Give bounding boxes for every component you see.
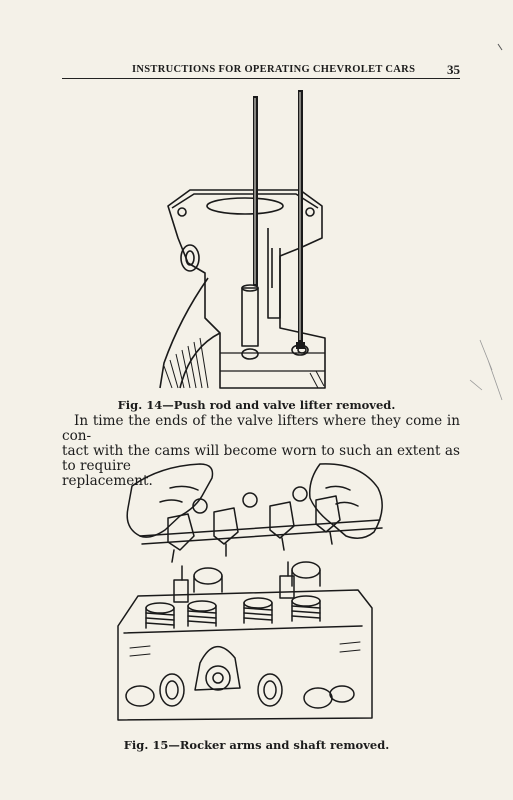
paragraph-line-1: In time the ends of the valve lifters where they come in con- xyxy=(62,413,460,444)
header-title: INSTRUCTIONS FOR OPERATING CHEVROLET CARS xyxy=(132,64,416,75)
figure-15-illustration xyxy=(110,458,400,730)
paragraph-line-2: tact with the cams will become worn to such an extent as to require xyxy=(62,443,460,474)
page-speck-marks xyxy=(440,40,510,420)
figure-14-caption: Fig. 14—Push rod and valve lifter removed. xyxy=(117,398,396,412)
header-rule xyxy=(62,78,460,79)
figure-14-illustration xyxy=(150,88,365,393)
figure-15-caption: Fig. 15—Rocker arms and shaft removed. xyxy=(123,738,390,752)
paragraph-line-3: replacement. xyxy=(62,473,153,489)
page-number: 35 xyxy=(447,62,460,77)
